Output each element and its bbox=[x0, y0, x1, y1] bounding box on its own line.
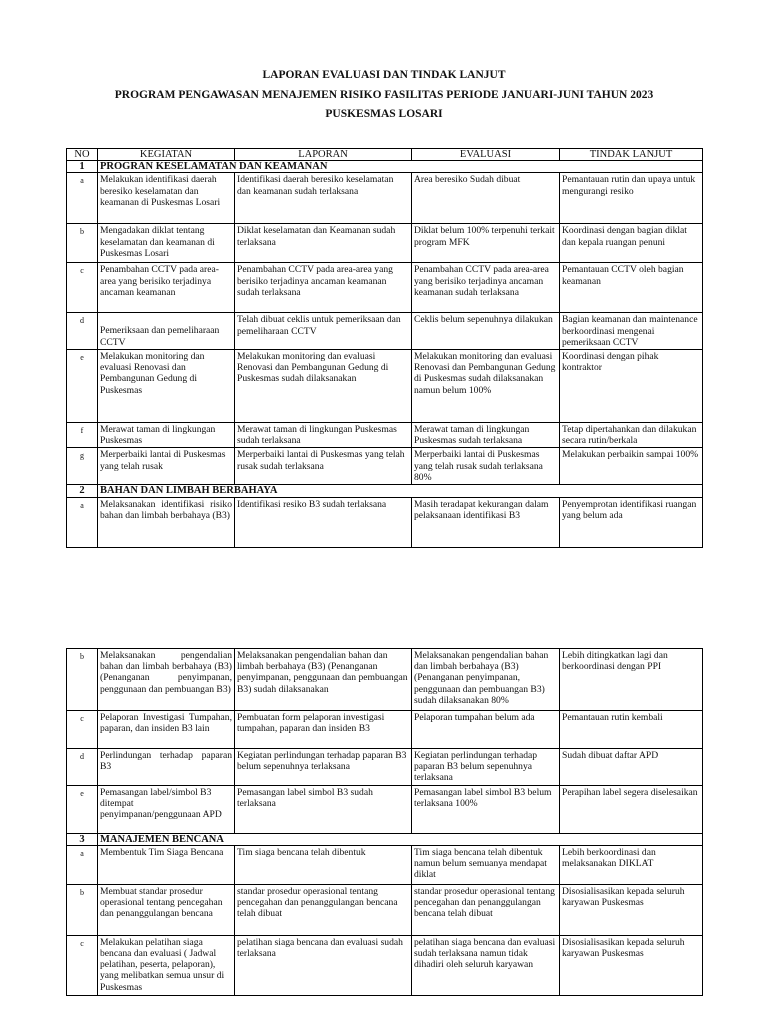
cell-tindak-lanjut: Pemantauan rutin kembali bbox=[560, 711, 703, 749]
cell-evaluasi: Melaksanakan pengendalian bahan dan limbah berbahaya (B3) (Penanganan penyimpanan, penggunaan dan pembuangan B3) sudah dilaksanakan 80% bbox=[412, 649, 560, 711]
cell-kegiatan: Melakukan pelatihan siaga bencana dan evaluasi ( Jadwal pelatihan, peserta, pelaporan), yang melibatkan semua unsur di Puskesmas bbox=[98, 935, 235, 995]
section-number: 3 bbox=[67, 833, 98, 845]
cell-evaluasi: pelatihan siaga bencana dan evaluasi sudah terlaksana namun tidak dihadiri oleh seluruh karyawan bbox=[412, 935, 560, 995]
cell-evaluasi: Diklat belum 100% terpenuhi terkait program MFK bbox=[412, 224, 560, 263]
cell-kegiatan: Membentuk Tim Siaga Bencana bbox=[98, 845, 235, 884]
cell-tindak-lanjut: Disosialisasikan kepada seluruh karyawan Puskesmas bbox=[560, 935, 703, 995]
cell-kegiatan: Melaksanakan pengendalian bahan dan limbah berbahaya (B3) (Penanganan penyimpanan, penggunaan dan pembuangan B3) bbox=[98, 649, 235, 711]
cell-tindak-lanjut: Disosialisasikan kepada seluruh karyawan Puskesmas bbox=[560, 884, 703, 935]
table-row bbox=[67, 785, 703, 833]
row-id: e bbox=[67, 350, 98, 423]
cell-laporan: Telah dibuat ceklis untuk pemeriksaan dan pemeliharaan CCTV bbox=[235, 313, 412, 350]
cell-tindak-lanjut: Lebih ditingkatkan lagi dan berkoordinasi dengan PPI bbox=[560, 649, 703, 711]
cell-tindak-lanjut: Pemantauan rutin dan upaya untuk mengurangi resiko bbox=[560, 173, 703, 224]
column-header-kegiatan: KEGIATAN bbox=[98, 149, 235, 161]
cell-laporan: Pemasangan label simbol B3 sudah terlaksana bbox=[235, 785, 412, 833]
cell-kegiatan: Penambahan CCTV pada area-area yang berisiko terjadinya ancaman keamanan bbox=[98, 263, 235, 313]
table-row bbox=[67, 423, 703, 448]
cell-laporan: Merperbaiki lantai di Puskesmas yang telah rusak sudah terlaksana bbox=[235, 448, 412, 485]
row-id: b bbox=[67, 884, 98, 935]
cell-kegiatan: Pemasangan label/simbol B3 ditempat penyimpanan/penggunaan APD bbox=[98, 785, 235, 833]
cell-laporan: Kegiatan perlindungan terhadap paparan B3 belum sepenuhnya terlaksana bbox=[235, 749, 412, 786]
cell-kegiatan: Perlindungan terhadap paparan B3 bbox=[98, 749, 235, 786]
cell-kegiatan: Merawat taman di lingkungan Puskesmas bbox=[98, 423, 235, 448]
cell-evaluasi: Merperbaiki lantai di Puskesmas yang telah rusak sudah terlaksana 80% bbox=[412, 448, 560, 485]
report-table-page-2 bbox=[66, 648, 703, 996]
cell-evaluasi: standar prosedur operasional tentang pencegahan dan penanggulangan bencana telah dibuat bbox=[412, 884, 560, 935]
table-row bbox=[67, 224, 703, 263]
column-header-no: NO bbox=[67, 149, 98, 161]
row-id: a bbox=[67, 173, 98, 224]
table-row bbox=[67, 448, 703, 485]
table-row bbox=[67, 935, 703, 995]
cell-laporan: Tim siaga bencana telah dibentuk bbox=[235, 845, 412, 884]
cell-tindak-lanjut: Perapihan label segera diselesaikan bbox=[560, 785, 703, 833]
cell-laporan: Penambahan CCTV pada area-area yang berisiko terjadinya ancaman keamanan sudah terlaksana bbox=[235, 263, 412, 313]
cell-kegiatan: Melakukan monitoring dan evaluasi Renovasi dan Pembangunan Gedung di Puskesmas bbox=[98, 350, 235, 423]
cell-kegiatan: Melaksanakan identifikasi risiko bahan dan limbah berbahaya (B3) bbox=[98, 497, 235, 547]
table-row bbox=[67, 845, 703, 884]
section-row bbox=[67, 833, 703, 845]
cell-tindak-lanjut: Koordinasi dengan bagian diklat dan kepala ruangan penuni bbox=[560, 224, 703, 263]
column-header-evaluasi: EVALUASI bbox=[412, 149, 560, 161]
table-row bbox=[67, 497, 703, 547]
row-id: f bbox=[67, 423, 98, 448]
table-row bbox=[67, 711, 703, 749]
cell-kegiatan: Pemeriksaan dan pemeliharaan CCTV bbox=[98, 313, 235, 350]
cell-laporan: Identifikasi daerah beresiko keselamatan dan keamanan sudah terlaksana bbox=[235, 173, 412, 224]
cell-kegiatan: Melakukan identifikasi daerah beresiko keselamatan dan keamanan di Puskesmas Losari bbox=[98, 173, 235, 224]
cell-laporan: Pembuatan form pelaporan investigasi tumpahan, paparan dan insiden B3 bbox=[235, 711, 412, 749]
row-id: b bbox=[67, 649, 98, 711]
table-row bbox=[67, 263, 703, 313]
row-id: d bbox=[67, 749, 98, 786]
row-id: c bbox=[67, 711, 98, 749]
cell-tindak-lanjut: Bagian keamanan dan maintenance berkoordinasi mengenai pemeriksaan CCTV bbox=[560, 313, 703, 350]
cell-tindak-lanjut: Koordinasi dengan pihak kontraktor bbox=[560, 350, 703, 423]
section-title: BAHAN DAN LIMBAH BERBAHAYA bbox=[98, 485, 703, 497]
cell-evaluasi: Pemasangan label simbol B3 belum terlaksana 100% bbox=[412, 785, 560, 833]
table-row bbox=[67, 173, 703, 224]
section-row bbox=[67, 485, 703, 497]
section-row bbox=[67, 161, 703, 173]
cell-kegiatan: Membuat standar prosedur operasional tentang pencegahan dan penanggulangan bencana bbox=[98, 884, 235, 935]
cell-laporan: Melakukan monitoring dan evaluasi Renovasi dan Pembangunan Gedung di Puskesmas sudah dilaksanakan bbox=[235, 350, 412, 423]
cell-evaluasi: Melakukan monitoring dan evaluasi Renovasi dan Pembangunan Gedung di Puskesmas sudah dilaksanakan namun belum 100% bbox=[412, 350, 560, 423]
cell-kegiatan: Pelaporan Investigasi Tumpahan, paparan, dan insiden B3 lain bbox=[98, 711, 235, 749]
section-number: 2 bbox=[67, 485, 98, 497]
column-header-tindak-lanjut: TINDAK LANJUT bbox=[560, 149, 703, 161]
cell-tindak-lanjut: Melakukan perbaikin sampai 100% bbox=[560, 448, 703, 485]
report-institution: PUSKESMAS LOSARI bbox=[325, 108, 443, 120]
table-row bbox=[67, 649, 703, 711]
cell-laporan: pelatihan siaga bencana dan evaluasi sudah terlaksana bbox=[235, 935, 412, 995]
cell-evaluasi: Penambahan CCTV pada area-area yang berisiko terjadinya ancaman keamanan sudah terlaksana bbox=[412, 263, 560, 313]
row-id: b bbox=[67, 224, 98, 263]
cell-evaluasi: Masih teradapat kekurangan dalam pelaksanaan identifikasi B3 bbox=[412, 497, 560, 547]
cell-evaluasi: Tim siaga bencana telah dibentuk namun belum semuanya mendapat diklat bbox=[412, 845, 560, 884]
report-header bbox=[0, 66, 768, 125]
cell-laporan: Melaksanakan pengendalian bahan dan limbah berbahaya (B3) (Penanganan penyimpanan, penggunaan dan pembuangan B3) sudah dilaksanakan bbox=[235, 649, 412, 711]
row-id: a bbox=[67, 845, 98, 884]
report-subtitle: PROGRAM PENGAWASAN MENAJEMEN RISIKO FASILITAS PERIODE JANUARI-JUNI TAHUN 2023 bbox=[114, 88, 654, 101]
table-header-row bbox=[67, 149, 703, 161]
row-id: e bbox=[67, 785, 98, 833]
row-id: c bbox=[67, 263, 98, 313]
table-row bbox=[67, 884, 703, 935]
table-row bbox=[67, 313, 703, 350]
cell-tindak-lanjut: Pemantauan CCTV oleh bagian keamanan bbox=[560, 263, 703, 313]
report-title: LAPORAN EVALUASI DAN TINDAK LANJUT bbox=[262, 69, 506, 81]
row-id: c bbox=[67, 935, 98, 995]
cell-kegiatan: Mengadakan diklat tentang keselamatan dan keamanan di Puskesmas Losari bbox=[98, 224, 235, 263]
cell-laporan: Identifikasi resiko B3 sudah terlaksana bbox=[235, 497, 412, 547]
cell-evaluasi: Merawat taman di lingkungan Puskesmas sudah terlaksana bbox=[412, 423, 560, 448]
section-title: MANAJEMEN BENCANA bbox=[98, 833, 703, 845]
cell-tindak-lanjut: Sudah dibuat daftar APD bbox=[560, 749, 703, 786]
row-id: g bbox=[67, 448, 98, 485]
column-header-laporan: LAPORAN bbox=[235, 149, 412, 161]
cell-laporan: standar prosedur operasional tentang pencegahan dan penanggulangan bencana telah dibuat bbox=[235, 884, 412, 935]
cell-tindak-lanjut: Tetap dipertahankan dan dilakukan secara rutin/berkala bbox=[560, 423, 703, 448]
cell-evaluasi: Kegiatan perlindungan terhadap paparan B3 belum sepenuhnya terlaksana bbox=[412, 749, 560, 786]
section-title: PROGRAN KESELAMATAN DAN KEAMANAN bbox=[98, 161, 703, 173]
cell-tindak-lanjut: Lebih berkoordinasi dan melaksanakan DIKLAT bbox=[560, 845, 703, 884]
row-id: d bbox=[67, 313, 98, 350]
cell-tindak-lanjut: Penyemprotan identifikasi ruangan yang belum ada bbox=[560, 497, 703, 547]
report-table-page-1 bbox=[66, 148, 703, 548]
row-id: a bbox=[67, 497, 98, 547]
table-row bbox=[67, 749, 703, 786]
table-row bbox=[67, 350, 703, 423]
cell-evaluasi: Pelaporan tumpahan belum ada bbox=[412, 711, 560, 749]
cell-evaluasi: Ceklis belum sepenuhnya dilakukan bbox=[412, 313, 560, 350]
cell-laporan: Diklat keselamatan dan Keamanan sudah terlaksana bbox=[235, 224, 412, 263]
section-number: 1 bbox=[67, 161, 98, 173]
cell-evaluasi: Area beresiko Sudah dibuat bbox=[412, 173, 560, 224]
cell-kegiatan: Merperbaiki lantai di Puskesmas yang telah rusak bbox=[98, 448, 235, 485]
cell-laporan: Merawat taman di lingkungan Puskesmas sudah terlaksana bbox=[235, 423, 412, 448]
